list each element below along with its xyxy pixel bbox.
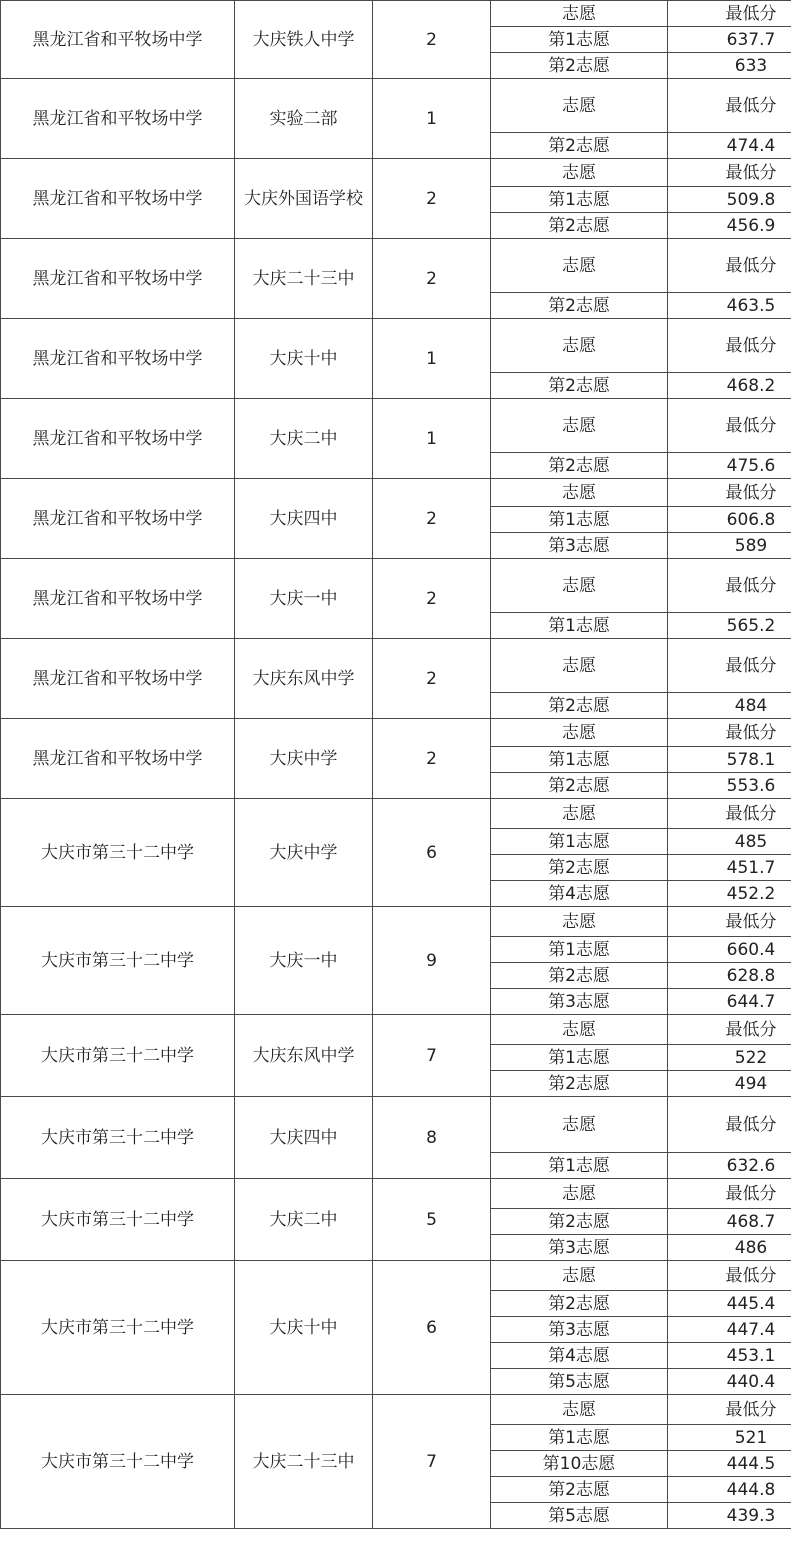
- admitted-count-cell: 1: [373, 399, 491, 479]
- choice-cell: 第2志愿: [491, 773, 668, 799]
- table-body: [1, 1, 791, 1529]
- min-score-cell: 440.4: [668, 1369, 791, 1395]
- target-school-cell: 大庆二中: [235, 1179, 373, 1261]
- school-name-cell: 黑龙江省和平牧场中学: [1, 1, 235, 79]
- table-row: [1, 399, 791, 453]
- school-name-cell: 大庆市第三十二中学: [1, 1015, 235, 1097]
- admitted-count-cell: 6: [373, 1261, 491, 1395]
- choice-cell: 第3志愿: [491, 1317, 668, 1343]
- min-score-cell: 637.7: [668, 27, 791, 53]
- min-score-cell: 522: [668, 1045, 791, 1071]
- school-name-cell: 大庆市第三十二中学: [1, 907, 235, 1015]
- choice-cell: 第5志愿: [491, 1369, 668, 1395]
- min-score-header-cell: 最低分: [668, 799, 791, 829]
- min-score-header-cell: 最低分: [668, 79, 791, 133]
- choice-cell: 第4志愿: [491, 881, 668, 907]
- school-name-cell: 大庆市第三十二中学: [1, 1179, 235, 1261]
- admitted-count-cell: 6: [373, 799, 491, 907]
- choice-cell: 第3志愿: [491, 1235, 668, 1261]
- table-row: [1, 1, 791, 27]
- admitted-count-cell: 8: [373, 1097, 491, 1179]
- min-score-cell: 521: [668, 1425, 791, 1451]
- choice-cell: 第1志愿: [491, 613, 668, 639]
- min-score-cell: 494: [668, 1071, 791, 1097]
- choice-header-cell: 志愿: [491, 719, 668, 747]
- table-row: [1, 719, 791, 747]
- min-score-cell: 628.8: [668, 963, 791, 989]
- choice-cell: 第1志愿: [491, 507, 668, 533]
- min-score-cell: 565.2: [668, 613, 791, 639]
- target-school-cell: 大庆铁人中学: [235, 1, 373, 79]
- min-score-header-cell: 最低分: [668, 1, 791, 27]
- choice-header-cell: 志愿: [491, 479, 668, 507]
- choice-cell: 第2志愿: [491, 693, 668, 719]
- min-score-header-cell: 最低分: [668, 559, 791, 613]
- choice-cell: 第1志愿: [491, 747, 668, 773]
- choice-cell: 第2志愿: [491, 963, 668, 989]
- min-score-cell: 444.5: [668, 1451, 791, 1477]
- min-score-cell: 484: [668, 693, 791, 719]
- admitted-count-cell: 1: [373, 79, 491, 159]
- admitted-count-cell: 2: [373, 239, 491, 319]
- min-score-cell: 456.9: [668, 213, 791, 239]
- target-school-cell: 大庆二十三中: [235, 1395, 373, 1529]
- min-score-cell: 660.4: [668, 937, 791, 963]
- school-name-cell: 黑龙江省和平牧场中学: [1, 719, 235, 799]
- min-score-cell: 447.4: [668, 1317, 791, 1343]
- min-score-cell: 453.1: [668, 1343, 791, 1369]
- choice-header-cell: 志愿: [491, 1179, 668, 1209]
- target-school-cell: 实验二部: [235, 79, 373, 159]
- choice-cell: 第2志愿: [491, 453, 668, 479]
- table-row: [1, 1395, 791, 1425]
- target-school-cell: 大庆东风中学: [235, 639, 373, 719]
- min-score-header-cell: 最低分: [668, 1097, 791, 1153]
- choice-header-cell: 志愿: [491, 319, 668, 373]
- target-school-cell: 大庆二中: [235, 399, 373, 479]
- target-school-cell: 大庆中学: [235, 799, 373, 907]
- min-score-cell: 606.8: [668, 507, 791, 533]
- choice-cell: 第3志愿: [491, 989, 668, 1015]
- choice-cell: 第3志愿: [491, 533, 668, 559]
- min-score-header-cell: 最低分: [668, 1395, 791, 1425]
- min-score-header-cell: 最低分: [668, 319, 791, 373]
- target-school-cell: 大庆东风中学: [235, 1015, 373, 1097]
- school-name-cell: 黑龙江省和平牧场中学: [1, 559, 235, 639]
- choice-cell: 第2志愿: [491, 1071, 668, 1097]
- min-score-cell: 452.2: [668, 881, 791, 907]
- admitted-count-cell: 2: [373, 159, 491, 239]
- target-school-cell: 大庆四中: [235, 1097, 373, 1179]
- min-score-cell: 475.6: [668, 453, 791, 479]
- table-row: [1, 239, 791, 293]
- admitted-count-cell: 7: [373, 1015, 491, 1097]
- admitted-count-cell: 9: [373, 907, 491, 1015]
- admitted-count-cell: 5: [373, 1179, 491, 1261]
- min-score-header-cell: 最低分: [668, 1015, 791, 1045]
- choice-cell: 第1志愿: [491, 1153, 668, 1179]
- choice-header-cell: 志愿: [491, 559, 668, 613]
- min-score-cell: 578.1: [668, 747, 791, 773]
- choice-header-cell: 志愿: [491, 239, 668, 293]
- table-row: [1, 79, 791, 133]
- target-school-cell: 大庆外国语学校: [235, 159, 373, 239]
- min-score-header-cell: 最低分: [668, 1261, 791, 1291]
- choice-cell: 第4志愿: [491, 1343, 668, 1369]
- min-score-header-cell: 最低分: [668, 907, 791, 937]
- admitted-count-cell: 7: [373, 1395, 491, 1529]
- choice-header-cell: 志愿: [491, 1, 668, 27]
- table-row: [1, 559, 791, 613]
- admitted-count-cell: 1: [373, 319, 491, 399]
- choice-cell: 第2志愿: [491, 373, 668, 399]
- choice-cell: 第2志愿: [491, 1209, 668, 1235]
- school-name-cell: 黑龙江省和平牧场中学: [1, 319, 235, 399]
- min-score-cell: 553.6: [668, 773, 791, 799]
- admitted-count-cell: 2: [373, 719, 491, 799]
- min-score-header-cell: 最低分: [668, 719, 791, 747]
- choice-header-cell: 志愿: [491, 639, 668, 693]
- school-name-cell: 大庆市第三十二中学: [1, 1395, 235, 1529]
- target-school-cell: 大庆四中: [235, 479, 373, 559]
- choice-header-cell: 志愿: [491, 799, 668, 829]
- school-name-cell: 黑龙江省和平牧场中学: [1, 479, 235, 559]
- min-score-header-cell: 最低分: [668, 479, 791, 507]
- min-score-header-cell: 最低分: [668, 239, 791, 293]
- table-row: [1, 799, 791, 829]
- min-score-cell: 633: [668, 53, 791, 79]
- admitted-count-cell: 2: [373, 559, 491, 639]
- target-school-cell: 大庆中学: [235, 719, 373, 799]
- choice-cell: 第1志愿: [491, 1045, 668, 1071]
- school-name-cell: 黑龙江省和平牧场中学: [1, 399, 235, 479]
- min-score-header-cell: 最低分: [668, 159, 791, 187]
- admitted-count-cell: 2: [373, 639, 491, 719]
- table-row: [1, 1015, 791, 1045]
- choice-cell: 第5志愿: [491, 1503, 668, 1529]
- choice-cell: 第2志愿: [491, 213, 668, 239]
- school-name-cell: 黑龙江省和平牧场中学: [1, 639, 235, 719]
- target-school-cell: 大庆十中: [235, 1261, 373, 1395]
- min-score-cell: 463.5: [668, 293, 791, 319]
- choice-cell: 第10志愿: [491, 1451, 668, 1477]
- choice-header-cell: 志愿: [491, 1395, 668, 1425]
- table-row: [1, 319, 791, 373]
- choice-cell: 第1志愿: [491, 27, 668, 53]
- min-score-cell: 444.8: [668, 1477, 791, 1503]
- choice-cell: 第2志愿: [491, 1291, 668, 1317]
- school-name-cell: 黑龙江省和平牧场中学: [1, 239, 235, 319]
- school-name-cell: 大庆市第三十二中学: [1, 1261, 235, 1395]
- table-row: [1, 907, 791, 937]
- choice-header-cell: 志愿: [491, 1261, 668, 1291]
- min-score-cell: 468.2: [668, 373, 791, 399]
- choice-header-cell: 志愿: [491, 1097, 668, 1153]
- choice-cell: 第1志愿: [491, 937, 668, 963]
- school-name-cell: 黑龙江省和平牧场中学: [1, 79, 235, 159]
- choice-cell: 第2志愿: [491, 133, 668, 159]
- table-row: [1, 479, 791, 507]
- target-school-cell: 大庆二十三中: [235, 239, 373, 319]
- school-name-cell: 大庆市第三十二中学: [1, 1097, 235, 1179]
- school-name-cell: 大庆市第三十二中学: [1, 799, 235, 907]
- choice-header-cell: 志愿: [491, 399, 668, 453]
- table-row: [1, 1261, 791, 1291]
- choice-header-cell: 志愿: [491, 159, 668, 187]
- min-score-header-cell: 最低分: [668, 399, 791, 453]
- admitted-count-cell: 2: [373, 1, 491, 79]
- min-score-cell: 439.3: [668, 1503, 791, 1529]
- min-score-cell: 474.4: [668, 133, 791, 159]
- admitted-count-cell: 2: [373, 479, 491, 559]
- school-name-cell: 黑龙江省和平牧场中学: [1, 159, 235, 239]
- min-score-cell: 468.7: [668, 1209, 791, 1235]
- min-score-cell: 451.7: [668, 855, 791, 881]
- min-score-cell: 644.7: [668, 989, 791, 1015]
- table-row: [1, 639, 791, 693]
- table-row: [1, 1097, 791, 1153]
- target-school-cell: 大庆十中: [235, 319, 373, 399]
- target-school-cell: 大庆一中: [235, 559, 373, 639]
- min-score-cell: 509.8: [668, 187, 791, 213]
- min-score-cell: 632.6: [668, 1153, 791, 1179]
- choice-cell: 第1志愿: [491, 1425, 668, 1451]
- min-score-cell: 486: [668, 1235, 791, 1261]
- choice-header-cell: 志愿: [491, 1015, 668, 1045]
- table-row: [1, 159, 791, 187]
- choice-header-cell: 志愿: [491, 907, 668, 937]
- choice-cell: 第2志愿: [491, 293, 668, 319]
- choice-cell: 第2志愿: [491, 855, 668, 881]
- table-row: [1, 1179, 791, 1209]
- choice-header-cell: 志愿: [491, 79, 668, 133]
- choice-cell: 第2志愿: [491, 53, 668, 79]
- target-school-cell: 大庆一中: [235, 907, 373, 1015]
- choice-cell: 第1志愿: [491, 829, 668, 855]
- min-score-cell: 589: [668, 533, 791, 559]
- choice-cell: 第1志愿: [491, 187, 668, 213]
- min-score-cell: 445.4: [668, 1291, 791, 1317]
- min-score-cell: 485: [668, 829, 791, 855]
- min-score-header-cell: 最低分: [668, 639, 791, 693]
- min-score-header-cell: 最低分: [668, 1179, 791, 1209]
- choice-cell: 第2志愿: [491, 1477, 668, 1503]
